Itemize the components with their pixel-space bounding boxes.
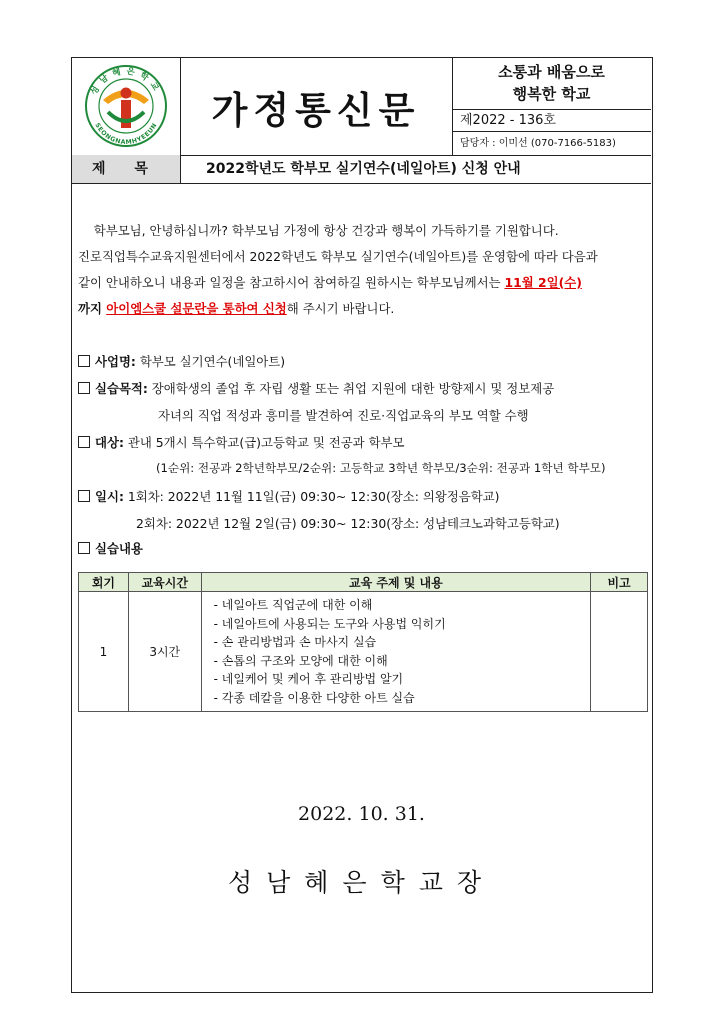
- header: [72, 58, 651, 156]
- item-date-2: 2회차: 2022년 12월 2일(금) 09:30~ 12:30(장소: 성남테크노과학고등학교): [136, 516, 560, 531]
- subject-row: [72, 155, 651, 184]
- topic-item: - 네일아트에 사용되는 도구와 사용법 익히기: [213, 616, 446, 631]
- item-project: 사업명: 학부모 실기연수(네일아트): [78, 352, 285, 370]
- item-purpose-cont: 자녀의 직업 적성과 흥미를 발견하여 진로·직업교육의 부모 역할 수행: [158, 408, 529, 423]
- header-info: [452, 58, 651, 155]
- item-purpose: 실습목적: 장애학생의 졸업 후 자립 생활 또는 취업 지원에 대한 방향제시 및 정보제공: [78, 379, 554, 397]
- page-title: 가정통신문: [211, 87, 421, 132]
- manager-contact: 담당자 : 이미선 (070-7166-5183): [460, 138, 616, 149]
- col-header-session: 회기: [79, 573, 129, 592]
- title-cell: [180, 58, 453, 155]
- slogan-line-2: 행복한 학교: [512, 85, 591, 103]
- cell-topics: [201, 592, 591, 712]
- checkbox-icon: [78, 490, 90, 502]
- logo-english-text: SEONGNAMHYEEUN: [93, 121, 159, 147]
- checkbox-icon: [78, 436, 90, 448]
- program-table: [78, 572, 648, 712]
- principal-signature: 성남혜은학교장: [227, 868, 496, 897]
- topic-item: - 네일아트 직업군에 대한 이해: [213, 598, 373, 612]
- checkbox-icon: [78, 542, 90, 554]
- col-header-note: 비고: [591, 573, 648, 592]
- item-target-priority: (1순위: 전공과 2학년학부모/2순위: 고등학교 3학년 학부모/3순위: 전공과 1학년 학부모): [156, 461, 606, 475]
- checkbox-icon: [78, 382, 90, 394]
- logo-cell: [72, 58, 181, 155]
- document-frame: [71, 57, 653, 993]
- application-method: 아이엠스쿨 설문란을 통하여 신청: [106, 301, 287, 316]
- topic-item: - 손 관리방법과 손 마사지 실습: [213, 635, 377, 649]
- deadline-date: 11월 2일(수): [504, 275, 582, 290]
- item-date: 일시: 1회차: 2022년 11월 11일(금) 09:30~ 12:30(장소: 의왕정음학교): [78, 487, 499, 505]
- table-row: [79, 592, 648, 712]
- school-slogan: [452, 58, 651, 110]
- greeting-paragraph: [78, 218, 648, 322]
- slogan-line-1: 소통과 배움으로: [498, 63, 605, 81]
- topic-item: - 네일케어 및 케어 후 관리방법 알기: [213, 672, 404, 686]
- issue-number: 제2022 - 136호: [452, 110, 651, 132]
- subject-text: 2022학년도 학부모 실기연수(네일아트) 신청 안내: [206, 161, 521, 177]
- item-content: 실습내용: [78, 539, 143, 557]
- body-line-1: 학부모님, 안녕하십니까? 학부모님 가정에 항상 건강과 행복이 가득하기를 기원합니다.: [93, 223, 559, 238]
- body-line-3: 같이 안내하오니 내용과 일정을 참고하시어 참여하길 원하시는 학부모님께서는 11월 2일(수): [78, 275, 582, 290]
- item-target: 대상: 관내 5개시 특수학교(급)고등학교 및 전공과 학부모: [78, 433, 404, 451]
- logo-korean-text: 성남혜은학교: [89, 66, 163, 97]
- cell-session: 1: [79, 592, 129, 712]
- cell-hours: 3시간: [128, 592, 201, 712]
- topic-item: - 손톱의 구조와 모양에 대한 이해: [213, 653, 388, 668]
- body-line-4: 까지 아이엠스쿨 설문란을 통하여 신청해 주시기 바랍니다.: [78, 301, 395, 316]
- body-line-2: 진로직업특수교육지원센터에서 2022학년도 학부모 실기연수(네일아트)를 운영함에 따라 다음과: [78, 249, 598, 264]
- col-header-hours: 교육시간: [128, 573, 201, 592]
- cell-note: [591, 592, 648, 712]
- subject-label: 제 목: [72, 155, 181, 183]
- col-header-topics: 교육 주제 및 내용: [201, 573, 591, 592]
- checkbox-icon: [78, 355, 90, 367]
- table-header-row: [79, 573, 648, 592]
- school-logo: [72, 58, 180, 155]
- issue-date: 2022. 10. 31.: [298, 803, 425, 825]
- topic-item: - 각종 데칼을 이용한 다양한 아트 실습: [213, 690, 415, 705]
